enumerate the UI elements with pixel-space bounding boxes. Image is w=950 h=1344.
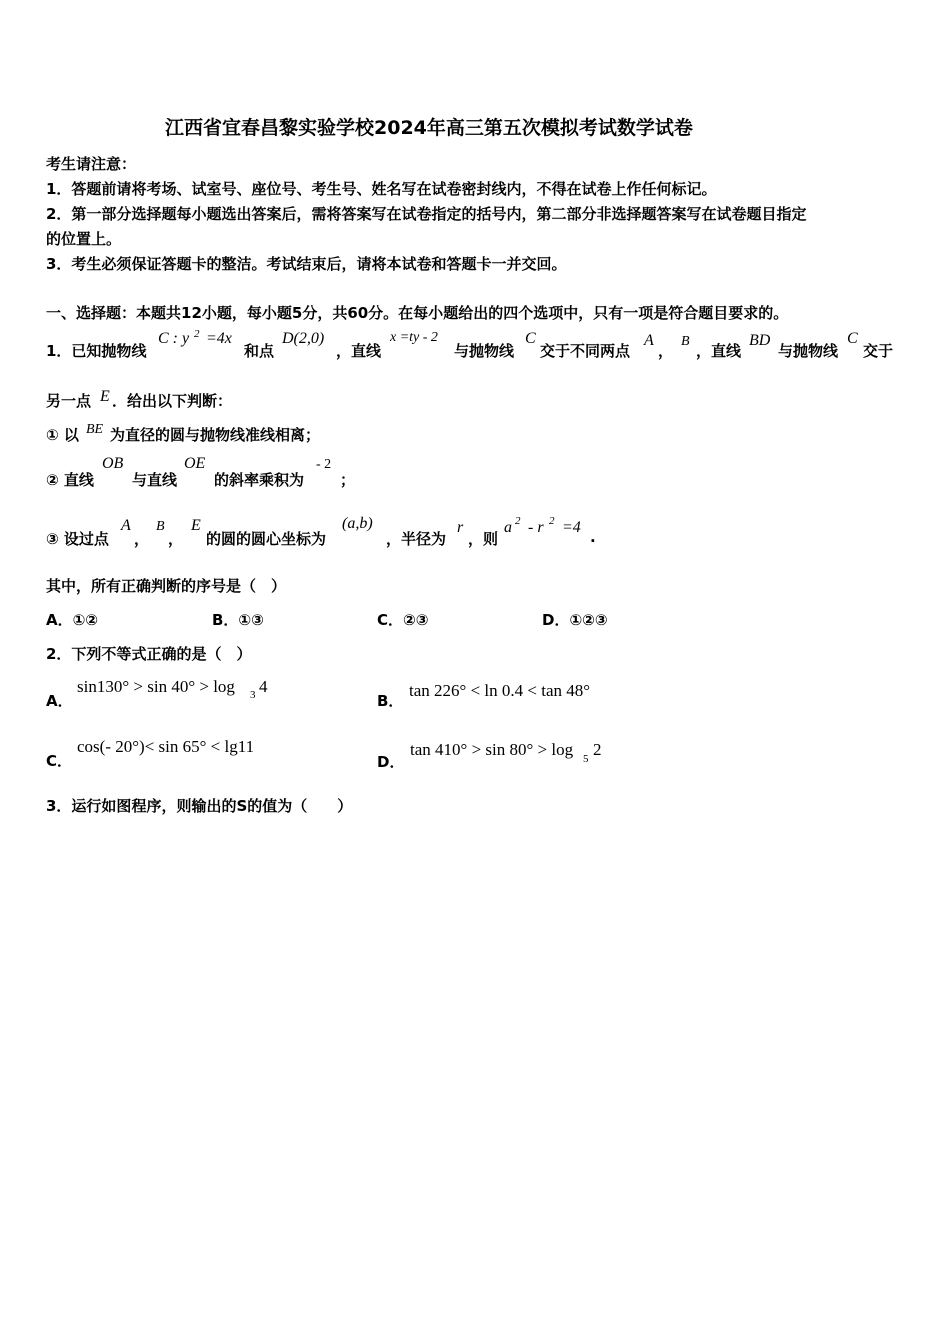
j3-a: a [504, 519, 512, 536]
section-heading: 一、选择题：本题共12小题，每小题5分，共60分。在每小题给出的四个选项中，只有一项是符合题目要求的。 [46, 304, 789, 322]
q2-a-sub: 3 [250, 689, 256, 701]
j3-c2: ， [168, 530, 184, 548]
j1-BE: BE [86, 422, 104, 437]
j3-E: E [191, 517, 201, 534]
q1-and-point: 和点 [244, 342, 275, 360]
q2-b-label: B． [377, 692, 404, 710]
q2-d-label: D． [377, 753, 405, 771]
j2-OE: OE [184, 455, 206, 472]
j3-r-exp: 2 [549, 515, 555, 527]
j2-OB: OB [102, 455, 124, 472]
notice-item-3: 3．考生必须保证答题卡的整洁。考试结束后，请将本试卷和答题卡一并交回。 [46, 255, 567, 273]
q2-d-sub: 5 [583, 753, 589, 765]
q1-question: 其中，所有正确判断的序号是（ ） [46, 577, 287, 595]
j3-radius-text: ，半径为 [386, 530, 447, 548]
j3-B: B [156, 519, 165, 534]
j3-r: r [457, 519, 464, 536]
notice-item-2-cont: 的位置上。 [46, 230, 122, 248]
j3-then: ，则 [468, 530, 499, 548]
q2-c-expr: cos(- 20°)< sin 65° < lg11 [77, 737, 255, 756]
j3-end: . [590, 528, 596, 546]
q1-C2: C [847, 330, 858, 347]
q1-B: B [681, 334, 690, 349]
notice-heading: 考生请注意： [46, 155, 137, 173]
notice-item-2: 2．第一部分选择题每小题选出答案后，需将答案写在试卷指定的括号内，第二部分非选择题答案写在试卷题目指定 [46, 205, 807, 223]
q2-a-expr: sin130° > sin 40° > log [77, 677, 235, 696]
j2-val: - 2 [316, 457, 332, 472]
q2-d-expr: tan 410° > sin 80° > log [410, 740, 574, 759]
q1-curve-rhs: =4x [206, 330, 232, 347]
j3-c1: ， [134, 530, 150, 548]
j2-suffix: 的斜率乘积为 [214, 471, 305, 489]
j3-minus: - r [528, 519, 544, 536]
q1-with-parabola2: 与抛物线 [778, 342, 839, 360]
q1-C: C [525, 330, 536, 347]
q1-curve: C : y [158, 330, 190, 347]
j3-a-exp: 2 [515, 515, 521, 527]
q2-a-label: A． [46, 692, 73, 710]
q1-prefix: 1．已知抛物线 [46, 342, 147, 360]
q1-E: E [100, 388, 110, 405]
j3-eq: =4 [562, 519, 581, 536]
q1-BD: BD [749, 332, 771, 349]
q1-intersect: 交于不同两点 [540, 342, 631, 360]
q1-comma: ， [658, 342, 674, 360]
j1-suffix: 为直径的圆与抛物线准线相离； [110, 426, 321, 444]
q2-c-label: C． [46, 752, 73, 770]
q1-line-eq: x =ty - 2 [390, 330, 438, 345]
q1-line2-prefix: 另一点 [46, 392, 92, 410]
q1-option-a[interactable]: A．①② [46, 611, 99, 629]
q3-stem: 3．运行如图程序，则输出的S的值为（ ） [46, 797, 353, 815]
q1-line2-suffix: ．给出以下判断： [112, 392, 233, 410]
j1-prefix: ① 以 [46, 426, 79, 444]
j2-mid: 与直线 [132, 471, 178, 489]
j3-center: (a,b) [342, 515, 373, 532]
j2-prefix: ② 直线 [46, 471, 94, 489]
j2-end: ； [340, 471, 356, 489]
q1-curve-exp: 2 [194, 328, 200, 340]
j3-A: A [121, 517, 131, 534]
page-title: 江西省宜春昌黎实验学校2024年高三第五次模拟考试数学试卷 [165, 117, 693, 139]
q1-intersect2: 交于 [863, 342, 894, 360]
q2-stem: 2．下列不等式正确的是（ ） [46, 645, 252, 663]
q1-option-b[interactable]: B．①③ [212, 611, 264, 629]
notice-item-1: 1．答题前请将考场、试室号、座位号、考生号、姓名写在试卷密封线内，不得在试卷上作任何标记。 [46, 180, 717, 198]
q2-b-expr: tan 226° < ln 0.4 < tan 48° [409, 681, 591, 700]
q1-A: A [644, 332, 654, 349]
q2-d-tail: 2 [593, 740, 602, 759]
q1-option-d[interactable]: D．①②③ [542, 611, 608, 629]
j3-prefix: ③ 设过点 [46, 530, 109, 548]
q1-point: D(2,0) [282, 330, 325, 347]
q1-with-parabola: 与抛物线 [454, 342, 515, 360]
q1-line-text: ，直线 [336, 342, 382, 360]
q1-line2: ，直线 [696, 342, 742, 360]
q1-option-c[interactable]: C．②③ [377, 611, 429, 629]
j3-mid: 的圆的圆心坐标为 [206, 530, 327, 548]
q2-a-tail: 4 [259, 677, 268, 696]
